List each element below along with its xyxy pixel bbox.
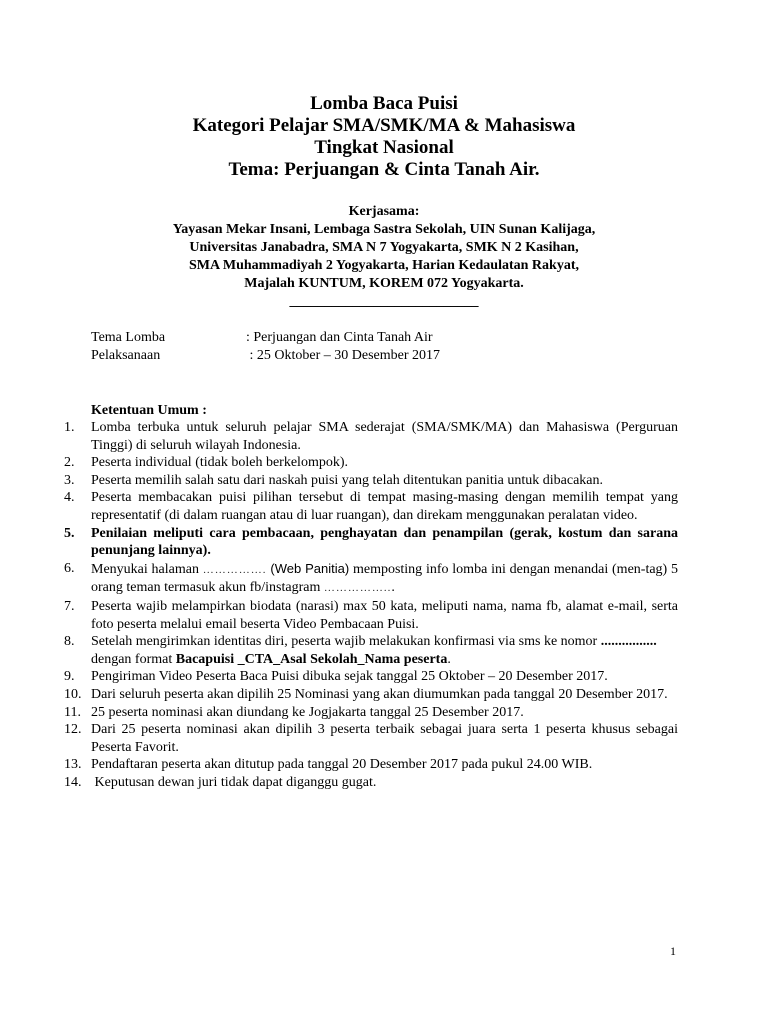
info-value: : Perjuangan dan Cinta Tanah Air bbox=[246, 330, 433, 345]
list-item: 5. Penilaian meliputi cara pembacaan, penghayatan dan penampilan (gerak, kostum dan sarana penunjang lainnya). bbox=[64, 525, 678, 559]
placeholder-dots: ……………. bbox=[202, 563, 267, 576]
list-item: 4. Peserta membacakan puisi pilihan tersebut di tempat masing-masing dengan memilih tempat yang representatif (di dalam ruangan atau di luar ruangan), dan direkam menggunakan peralatan video. bbox=[64, 490, 678, 523]
separator-rule: ___________________________ bbox=[289, 294, 479, 309]
list-item: 7. Peserta wajib melampirkan biodata (narasi) max 50 kata, meliputi nama, nama fb, alamat e-mail, serta foto peserta melalui email beserta Video Pembacaan Puisi. bbox=[64, 598, 678, 632]
info-row-theme bbox=[91, 329, 440, 347]
rules-list bbox=[64, 419, 678, 791]
partners-line: Universitas Janabadra, SMA N 7 Yogyakarta, SMK N 2 Kasihan, bbox=[189, 240, 579, 255]
placeholder-dots: ................ bbox=[600, 634, 657, 650]
list-item: 13. Pendaftaran peserta akan ditutup pada tanggal 20 Desember 2017 pada pukul 24.00 WIB. bbox=[64, 757, 593, 773]
list-item: 3. Peserta memilih salah satu dari naskah puisi yang telah ditentukan panitia untuk dibacakan. bbox=[64, 472, 604, 488]
list-item: 6. Menyukai halaman ……………. (Web Panitia) memposting info lomba ini dengan menandai (men-tag) 5 orang teman termasuk akun fb/instagram ……………... bbox=[64, 560, 678, 596]
document-level: Tingkat Nasional bbox=[314, 137, 454, 158]
list-item: 11. 25 peserta nominasi akan diundang ke Jogjakarta tanggal 25 Desember 2017. bbox=[64, 704, 524, 720]
sms-format: Bacapuisi _CTA_Asal Sekolah_Nama peserta bbox=[175, 651, 448, 667]
list-item: 2. Peserta individual (tidak boleh berkelompok). bbox=[64, 455, 348, 471]
document-theme: Tema: Perjuangan & Cinta Tanah Air. bbox=[228, 159, 540, 180]
document-category: Kategori Pelajar SMA/SMK/MA & Mahasiswa bbox=[192, 115, 576, 136]
page-number: 1 bbox=[670, 944, 676, 958]
list-item: 10. Dari seluruh peserta akan dipilih 25 Nominasi yang akan diumumkan pada tanggal 20 Desember 2017. bbox=[64, 686, 668, 702]
partners-line: Majalah KUNTUM, KOREM 072 Yogyakarta. bbox=[244, 276, 524, 291]
list-item: 1. Lomba terbuka untuk seluruh pelajar SMA sederajat (SMA/SMK/MA) dan Mahasiswa (Perguruan Tinggi) di seluruh wilayah Indonesia. bbox=[64, 420, 678, 453]
placeholder-dots: …………….. bbox=[323, 582, 392, 595]
info-value: : 25 Oktober – 30 Desember 2017 bbox=[246, 348, 441, 363]
info-row-date bbox=[91, 347, 440, 365]
list-item: 8. Setelah mengirimkan identitas diri, peserta wajib melakukan konfirmasi via sms ke nomor ................ dengan format Bacapuisi _CTA_Asal Sekolah_Nama peserta. bbox=[64, 634, 657, 667]
info-label: Tema Lomba bbox=[91, 330, 166, 345]
list-item: 14. Keputusan dewan juri tidak dapat diganggu gugat. bbox=[64, 774, 377, 790]
partners-heading: Kerjasama: bbox=[348, 204, 420, 219]
partners-line: Yayasan Mekar Insani, Lembaga Sastra Sekolah, UIN Sunan Kalijaga, bbox=[172, 222, 596, 237]
rules-heading: Ketentuan Umum : bbox=[91, 403, 207, 418]
event-info bbox=[91, 329, 440, 365]
info-label: Pelaksanaan bbox=[91, 348, 161, 363]
partners-block bbox=[0, 203, 768, 311]
document-title: Lomba Baca Puisi bbox=[310, 93, 458, 114]
list-item: 9. Pengiriman Video Peserta Baca Puisi dibuka sejak tanggal 25 Oktober – 20 Desember 2017. bbox=[64, 669, 608, 685]
list-item: 12. Dari 25 peserta nominasi akan dipilih 3 peserta terbaik sebagai juara serta 1 peserta khusus sebagai Peserta Favorit. bbox=[64, 722, 678, 755]
partners-line: SMA Muhammadiyah 2 Yogyakarta, Harian Kedaulatan Rakyat, bbox=[189, 258, 579, 273]
document-header bbox=[0, 93, 768, 181]
